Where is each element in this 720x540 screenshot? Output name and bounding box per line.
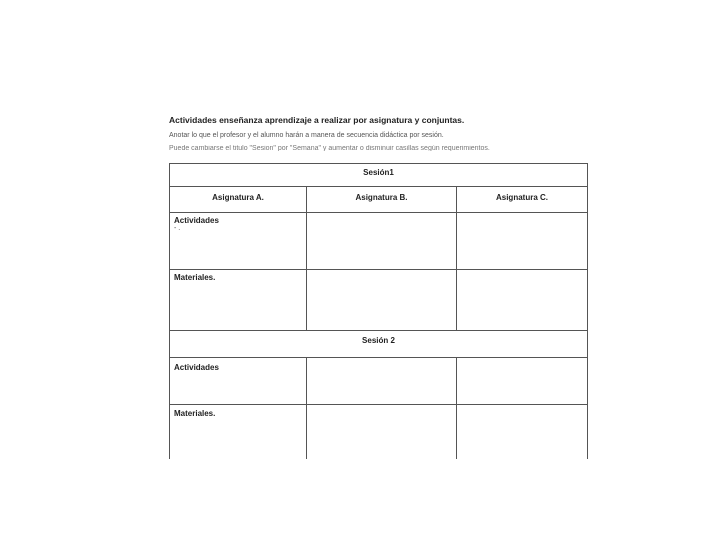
session-2-materials-subject-b-cell[interactable] <box>307 405 457 459</box>
session-1-activities-subject-c-cell[interactable] <box>457 213 587 269</box>
session-1-activities-row <box>169 213 588 270</box>
session-1-materials-subject-b-cell[interactable] <box>307 270 457 330</box>
session-1-materials-row <box>169 270 588 331</box>
session-2-activities-subject-c-cell[interactable] <box>457 358 587 404</box>
instruction-line-2: Puede cambiarse el titulo "Sesion" por "Semana" y aumentar o disminuir casillas según requerimientos. <box>169 145 490 151</box>
session-2-header-row <box>169 331 588 358</box>
session-1-materials-subject-c-cell[interactable] <box>457 270 587 330</box>
session-2-label: Sesión 2 <box>362 336 395 345</box>
session-1-activities-label: Actividades <box>174 216 219 225</box>
column-header-subject-a: Asignatura A. <box>170 187 307 212</box>
session-2-materials-subject-c-cell[interactable] <box>457 405 587 459</box>
instruction-line-1: Anotar lo que el profesor y el alumno harán a manera de secuencia didáctica por sesión. <box>169 132 444 139</box>
session-1-activities-marker: - . <box>174 225 181 232</box>
session-2-activities-label: Actividades <box>174 363 219 372</box>
subject-header-row <box>169 187 588 213</box>
session-2-activities-subject-b-cell[interactable] <box>307 358 457 404</box>
session-1-activities-subject-b-cell[interactable] <box>307 213 457 269</box>
session-1-label: Sesión1 <box>363 168 394 177</box>
session-2-activities-label-cell <box>170 358 307 404</box>
session-1-materials-label-cell <box>170 270 307 330</box>
activities-table <box>169 163 589 459</box>
session-1-materials-label: Materiales. <box>174 273 216 282</box>
session-1-header-row <box>169 163 588 187</box>
session-1-activities-label-cell <box>170 213 307 269</box>
column-header-subject-b: Asignatura B. <box>307 187 457 212</box>
column-header-subject-c: Asignatura C. <box>495 193 548 202</box>
session-2-materials-label-cell <box>170 405 307 459</box>
session-2-activities-row <box>169 358 588 405</box>
document-title: Actividades enseñanza aprendizaje a realizar por asignatura y conjuntas. <box>169 115 465 125</box>
session-2-materials-row <box>169 405 588 459</box>
session-2-materials-label: Materiales. <box>174 409 216 418</box>
